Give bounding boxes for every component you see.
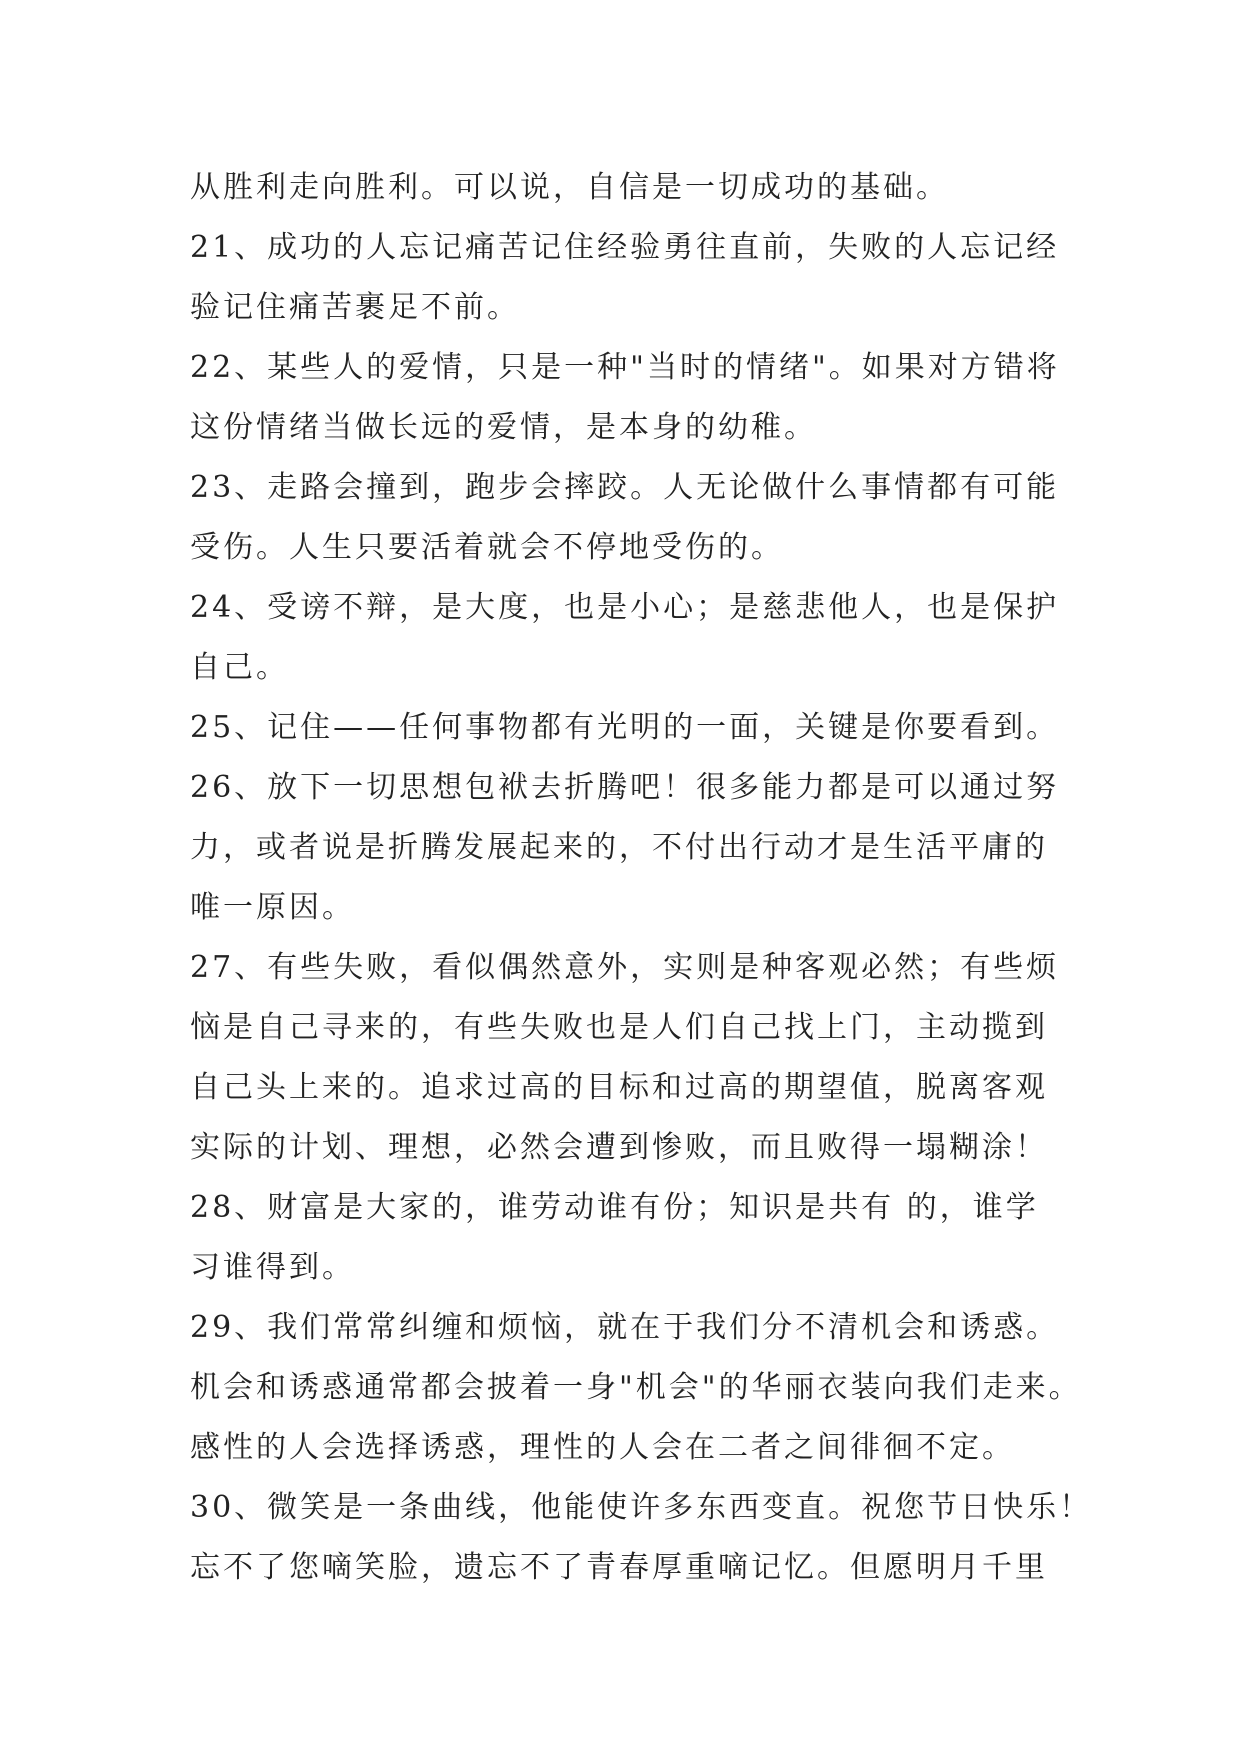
text-line: 自己头上来的。追求过高的目标和过高的期望值，脱离客观 [190, 1070, 1048, 1105]
text-line: 唯一原因。 [190, 890, 355, 925]
text-line: 这份情绪当做长远的爱情，是本身的幼稚。 [190, 410, 817, 445]
text-line: 28、财富是大家的，谁劳动谁有份；知识是共有 的，谁学 [190, 1190, 1039, 1225]
text-line: 22、某些人的爱情，只是一种"当时的情绪"。如果对方错将 [190, 350, 1060, 385]
text-line: 23、走路会撞到，跑步会摔跤。人无论做什么事情都有可能 [190, 470, 1060, 505]
text-line: 实际的计划、理想，必然会遭到惨败，而且败得一塌糊涂！ [190, 1130, 1048, 1165]
text-line: 25、记住——任何事物都有光明的一面，关键是你要看到。 [190, 710, 1060, 745]
text-line: 力，或者说是折腾发展起来的，不付出行动才是生活平庸的 [190, 830, 1048, 865]
text-line: 21、成功的人忘记痛苦记住经验勇往直前，失败的人忘记经 [190, 230, 1060, 265]
text-line: 机会和诱惑通常都会披着一身"机会"的华丽衣装向我们走来。 [190, 1370, 1082, 1405]
text-line: 习谁得到。 [190, 1250, 355, 1285]
text-line: 验记住痛苦裹足不前。 [190, 290, 520, 325]
text-line: 自己。 [190, 650, 289, 685]
text-line: 从胜利走向胜利。可以说，自信是一切成功的基础。 [190, 170, 949, 205]
text-line: 忘不了您嘀笑脸，遗忘不了青春厚重嘀记忆。但愿明月千里 [190, 1550, 1048, 1585]
text-line: 感性的人会选择诱惑，理性的人会在二者之间徘徊不定。 [190, 1430, 1015, 1465]
text-line: 26、放下一切思想包袱去折腾吧！很多能力都是可以通过努 [190, 770, 1060, 805]
text-line: 30、微笑是一条曲线，他能使许多东西变直。祝您节日快乐！ [190, 1490, 1093, 1525]
text-line: 27、有些失败，看似偶然意外，实则是种客观必然；有些烦 [190, 950, 1060, 985]
body-text [190, 158, 1093, 1598]
text-line: 29、我们常常纠缠和烦恼，就在于我们分不清机会和诱惑。 [190, 1310, 1060, 1345]
text-line: 恼是自己寻来的，有些失败也是人们自己找上门，主动揽到 [190, 1010, 1048, 1045]
text-line: 受伤。人生只要活着就会不停地受伤的。 [190, 530, 784, 565]
text-line: 24、受谤不辩，是大度，也是小心；是慈悲他人，也是保护 [190, 590, 1060, 625]
